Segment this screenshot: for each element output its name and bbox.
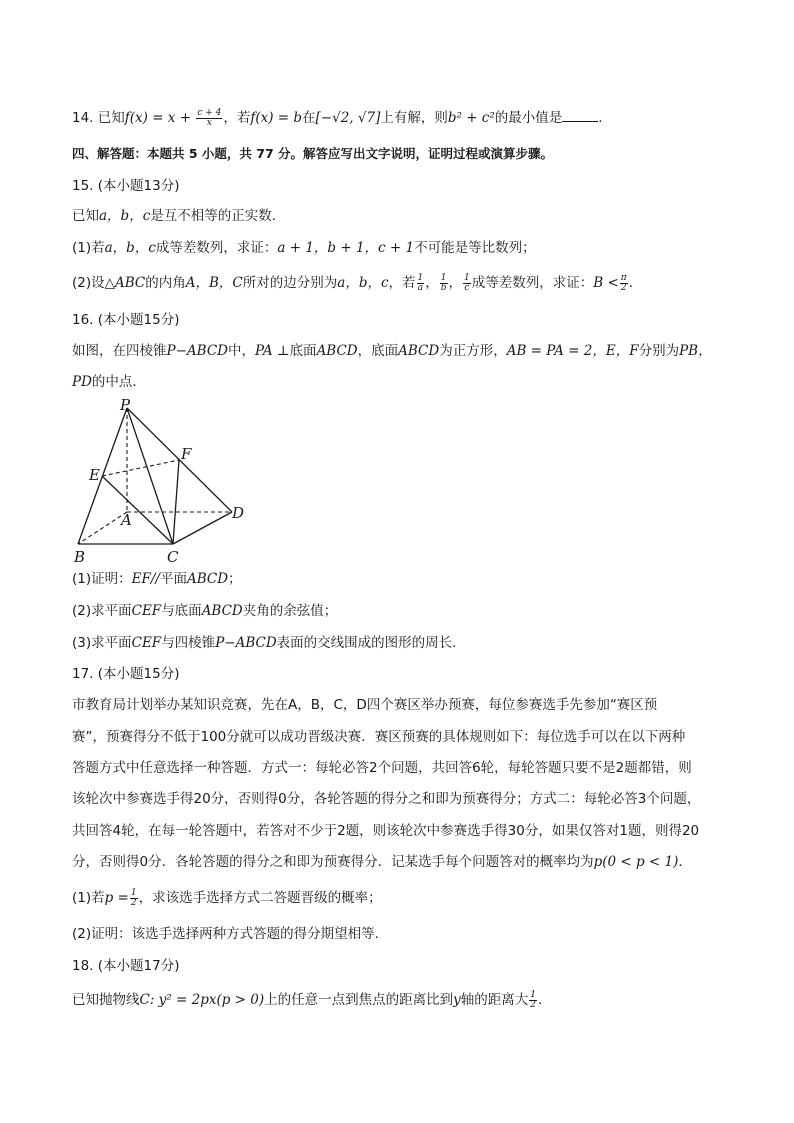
q16-stem1-pyr: P−ABCD <box>166 343 228 359</box>
q15-p1-vars: a，b，c <box>104 240 156 256</box>
q14-end: 的最小值是 <box>494 110 563 126</box>
edge-cd <box>173 512 232 544</box>
q15-p2-a: (2)设 <box>72 275 105 291</box>
q15-stem-a: 已知 <box>72 208 99 224</box>
q14-func: f(x) = x + <box>124 110 196 126</box>
q14-in: 在 <box>302 110 316 126</box>
q16-stem1-f: 分别为 <box>638 343 680 359</box>
q15-header: 15. (本小题13分) <box>72 178 180 194</box>
q16-p3-pyr: P−ABCD <box>215 635 277 651</box>
q16-p1-a: (1)证明： <box>72 571 132 587</box>
q15-stem-b: 是互不相等的正实数． <box>150 208 286 224</box>
q16-stem1 <box>72 341 712 361</box>
q17-part1 <box>72 888 382 908</box>
q16-header: 16. (本小题15分) <box>72 312 180 328</box>
q18-stem-a: 已知抛物线 <box>72 992 140 1008</box>
q16-p3-b: 与四棱锥 <box>161 635 216 651</box>
q15-frac-1b <box>440 274 448 293</box>
frac-num: π <box>620 272 627 283</box>
q15-frac-pi <box>620 274 628 293</box>
q16-p1-b: 平面 <box>159 571 187 587</box>
q16-p3-c: 表面的交线围成的图形的周长． <box>276 635 466 651</box>
label-b: B <box>74 548 86 566</box>
q16-stem1-base: ABCD <box>316 343 358 359</box>
q16-part2 <box>72 601 337 621</box>
q16-p2-a: (2)求平面 <box>72 603 132 619</box>
q16-part3 <box>72 633 466 653</box>
q14-tail: 上有解，则 <box>380 110 448 126</box>
q15-p2-angles: A，B，C <box>185 275 243 291</box>
edge-ec <box>102 476 173 544</box>
q16-p1-c: ； <box>228 571 242 587</box>
q15-stem <box>72 206 285 226</box>
q15-p1-expr: a + 1，b + 1，c + 1 <box>277 240 415 256</box>
edge-pd <box>127 408 232 512</box>
q15-p2-b: 的内角 <box>145 275 186 291</box>
q16-stem2 <box>72 372 146 392</box>
edge-pc <box>127 408 173 544</box>
q17-line4: 该轮次中参赛选手得20分，否则得0分，各轮答题的得分之和即为预赛得分；方式二：每轮必答3个问题， <box>72 791 701 807</box>
q15-p2-ineq: B < <box>593 275 619 291</box>
q17-l6-a: 分，否则得0分．各轮答题的得分之和即为预赛得分．记某选手每个问题答对的概率均为 <box>72 854 594 870</box>
q14-fraction <box>196 109 222 128</box>
q16-stem1-d: ，底面 <box>357 343 399 359</box>
q16-p2-base: ABCD <box>201 603 243 619</box>
q15-p2-sides: a，b，c <box>337 275 389 291</box>
q16-stem1-base2: ABCD <box>398 343 440 359</box>
q16-p3-plane: CEF <box>131 635 162 651</box>
q16-stem2-a: 的中点． <box>91 374 146 390</box>
q17-part2: (2)证明：该选手选择两种方式答题的得分期望相等． <box>72 926 389 942</box>
q15-p2-c: 所对的边分别为 <box>242 275 338 291</box>
label-c: C <box>167 548 179 566</box>
q17-p1-p: p = <box>104 890 129 906</box>
q17-l6-end: ． <box>678 854 692 870</box>
q16-stem1-c: 底面 <box>289 343 317 359</box>
q18-stem-c: 轴的距离大 <box>460 992 529 1008</box>
frac-den: 2 <box>620 282 627 293</box>
q17-frac-half <box>130 889 138 908</box>
q18-frac-half <box>529 991 537 1010</box>
q14-line <box>72 108 603 128</box>
q17-line3: 答题方式中任意选择一种答题．方式一：每轮必答2个问题，共回答6轮，每轮答题只要不是2题都错，则 <box>72 760 692 776</box>
frac-num: 1 <box>530 989 536 1000</box>
q17-line2: 赛”，预赛得分不低于100分就可以成功晋级决赛．赛区预赛的具体规则如下：每位选手可以在以下两种 <box>72 729 686 745</box>
q15-p2-tri: △ABC <box>104 275 146 291</box>
q16-part1 <box>72 569 242 589</box>
label-d: D <box>232 504 245 522</box>
q15-part1 <box>72 238 536 258</box>
pyramid-figure <box>70 396 260 568</box>
frac-num: 1 <box>464 272 470 283</box>
q14-frac-den: x <box>206 117 212 128</box>
q18-stem-y: y <box>453 992 461 1008</box>
q16-p1-plane: ABCD <box>186 571 229 587</box>
q15-p2-d: ，若 <box>388 275 416 291</box>
q18-stem-end: . <box>537 992 543 1008</box>
q16-stem1-pb: PB， <box>679 343 712 359</box>
q15-stem-vars: a，b，c <box>99 208 151 224</box>
q16-p1-expr: EF// <box>131 571 160 587</box>
frac-num: 1 <box>130 887 137 898</box>
q15-p2-e: 成等差数列，求证： <box>471 275 594 291</box>
q16-stem1-eq: AB = PA = 2，E，F <box>506 343 639 359</box>
q17-line5: 共回答4轮，在每一轮答题中，若答对不少于2题，则该轮次中参赛选手得30分，如果仅答对1题，则得20 <box>72 823 700 839</box>
q14-eq: f(x) = b <box>250 110 303 126</box>
q16-p2-plane: CEF <box>131 603 162 619</box>
q15-p1-c: 不可能是等比数列； <box>414 240 536 256</box>
q14-mid: ，若 <box>223 110 251 126</box>
q16-stem1-a: 如图，在四棱锥 <box>72 343 167 359</box>
q16-p2-c: 夹角的余弦值； <box>242 603 338 619</box>
frac-den: 2 <box>130 897 137 908</box>
q15-frac-1a <box>417 274 425 293</box>
q17-line6 <box>72 852 692 872</box>
q15-part2: (2)设△ABC的内角A，B，C所对的边分别为a，b，c，若 $\frac{1}{a}$ ， $\frac{1}{b}$ ， $\frac{1}{c}$ 成等差数列，求证：B < $\frac{\pi}{2}$ . <box>72 272 634 293</box>
q17-p1-b: ，求该选手选择方式二答题晋级的概率； <box>138 890 382 906</box>
q15-p1-a: (1)若 <box>72 240 105 256</box>
q16-p3-a: (3)求平面 <box>72 635 132 651</box>
q14-target: b² + c² <box>447 110 495 126</box>
edge-ef-hidden <box>102 460 179 476</box>
frac-den: b <box>440 282 447 293</box>
q18-stem <box>72 990 542 1010</box>
q16-p2-b: 与底面 <box>161 603 202 619</box>
answer-blank[interactable] <box>562 109 598 122</box>
q17-header: 17. (本小题15分) <box>72 666 180 682</box>
q18-stem-b: 上的任意一点到焦点的距离比到 <box>264 992 454 1008</box>
q15-p1-b: 成等差数列，求证： <box>155 240 278 256</box>
q17-line1: 市教育局计划举办某知识竞赛，先在A，B，C，D四个赛区举办预赛，每位参赛选手先参加“赛区预 <box>72 697 658 713</box>
q16-stem1-b: 中， <box>227 343 255 359</box>
edge-ab-hidden <box>78 512 127 544</box>
label-p: P <box>120 396 131 414</box>
q15-p2-end: . <box>628 275 634 291</box>
q18-header: 18. (本小题17分) <box>72 958 180 974</box>
label-a: A <box>121 511 132 529</box>
q18-stem-eq: C: y² = 2px(p > 0) <box>139 992 265 1008</box>
frac-den: a <box>417 282 424 293</box>
frac-num: 1 <box>417 272 424 283</box>
frac-den: 2 <box>530 999 536 1010</box>
frac-den: c <box>464 282 470 293</box>
label-f: F <box>181 445 192 463</box>
q16-stem1-pa: PA ⊥ <box>254 343 290 359</box>
q15-frac-1c <box>463 274 471 293</box>
label-e: E <box>89 466 100 484</box>
q17-l6-expr: p(0 < p < 1) <box>593 854 679 870</box>
edge-fc <box>173 460 179 544</box>
q16-stem1-e: 为正方形， <box>439 343 507 359</box>
q17-p1-a: (1)若 <box>72 890 105 906</box>
q14-prefix: 14. 已知 <box>72 110 125 126</box>
frac-num: 1 <box>440 272 447 283</box>
q14-interval: [−√2, √7] <box>315 110 381 126</box>
q14-frac-num: c + 4 <box>197 107 222 118</box>
q14-period: . <box>598 110 603 126</box>
section-header: 四、解答题：本题共 5 小题，共 77 分。解答应写出文字说明，证明过程或演算步骤。 <box>72 146 554 161</box>
q16-stem2-pd: PD <box>72 374 92 390</box>
